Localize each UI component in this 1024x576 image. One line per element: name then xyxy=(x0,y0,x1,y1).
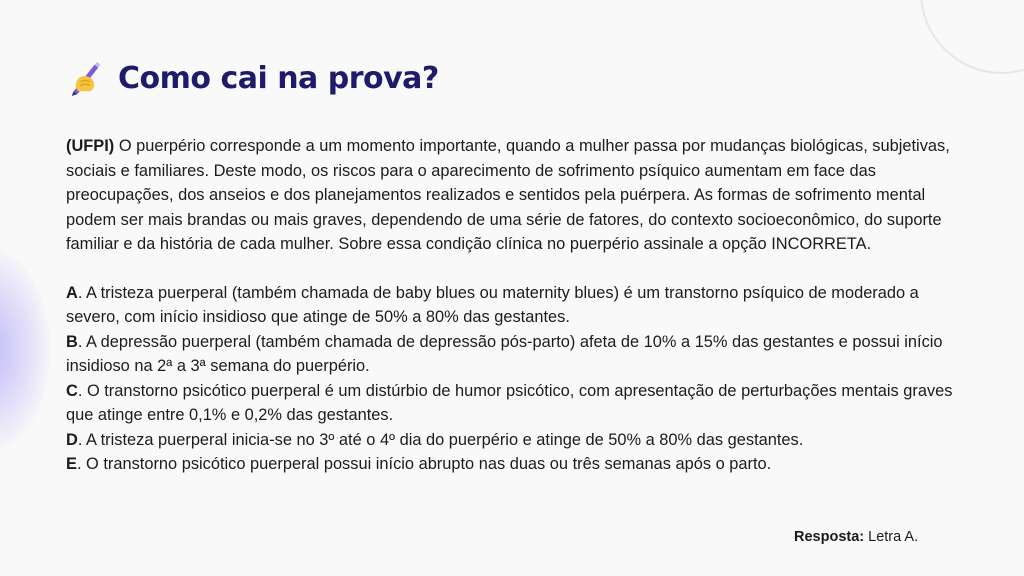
option-letter: C xyxy=(66,381,78,400)
decorative-arc xyxy=(920,0,1024,74)
writing-hand-icon xyxy=(66,59,104,97)
option-c xyxy=(66,379,966,428)
question-source: (UFPI) xyxy=(66,137,115,155)
option-letter: E xyxy=(66,455,77,473)
option-a xyxy=(66,281,966,330)
question-block xyxy=(66,134,966,477)
option-letter: B xyxy=(66,332,78,351)
question-text: O puerpério corresponde a um momento importante, quando a mulher passa por mudanças biológicas, subjetivas, sociais e familiares. Deste modo, os riscos para o aparecimento de sofrimento psíquico aumentam em face das preocupações, dos anseios e dos planejamentos realizados e sentidos pela puérpera. As formas de sofrimento mental podem ser mais brandas ou mais graves, dependendo de uma série de fatores, do contexto socioeconômico, do suporte familiar e da história de cada mulher. Sobre essa condição clínica no puerpério assinale a opção INCORRETA. xyxy=(66,137,950,253)
answer-value: Letra A. xyxy=(868,529,919,545)
option-text: . O transtorno psicótico puerperal é um distúrbio de humor psicótico, com apresentação de perturbações mentais graves que atinge entre 0,1% e 0,2% das gestantes. xyxy=(66,381,953,424)
option-e xyxy=(66,452,966,477)
answer-line xyxy=(794,527,918,547)
option-d xyxy=(66,428,966,453)
answer-label: Resposta: xyxy=(794,529,865,545)
decorative-blob xyxy=(0,250,50,450)
option-b xyxy=(66,330,966,379)
option-text: . O transtorno psicótico puerperal possui início abrupto nas duas ou três semanas após o parto. xyxy=(76,455,772,473)
option-letter: A xyxy=(66,283,78,302)
title-row xyxy=(66,56,439,100)
option-text: . A depressão puerperal (também chamada de depressão pós-parto) afeta de 10% a 15% das gestantes e possui início insidioso na 2ª a 3ª semana do puerpério. xyxy=(66,332,943,375)
question-statement xyxy=(66,134,966,257)
option-text: . A tristeza puerperal inicia-se no 3º até o 4º dia do puerpério e atinge de 50% a 80% das gestantes. xyxy=(77,430,804,449)
page-title: Como cai na prova? xyxy=(118,60,439,96)
option-text: . A tristeza puerperal (também chamada de baby blues ou maternity blues) é um transtorno psíquico de moderado a severo, com início insidioso que atinge de 50% a 80% das gestantes. xyxy=(66,283,919,326)
option-letter: D xyxy=(66,430,78,449)
